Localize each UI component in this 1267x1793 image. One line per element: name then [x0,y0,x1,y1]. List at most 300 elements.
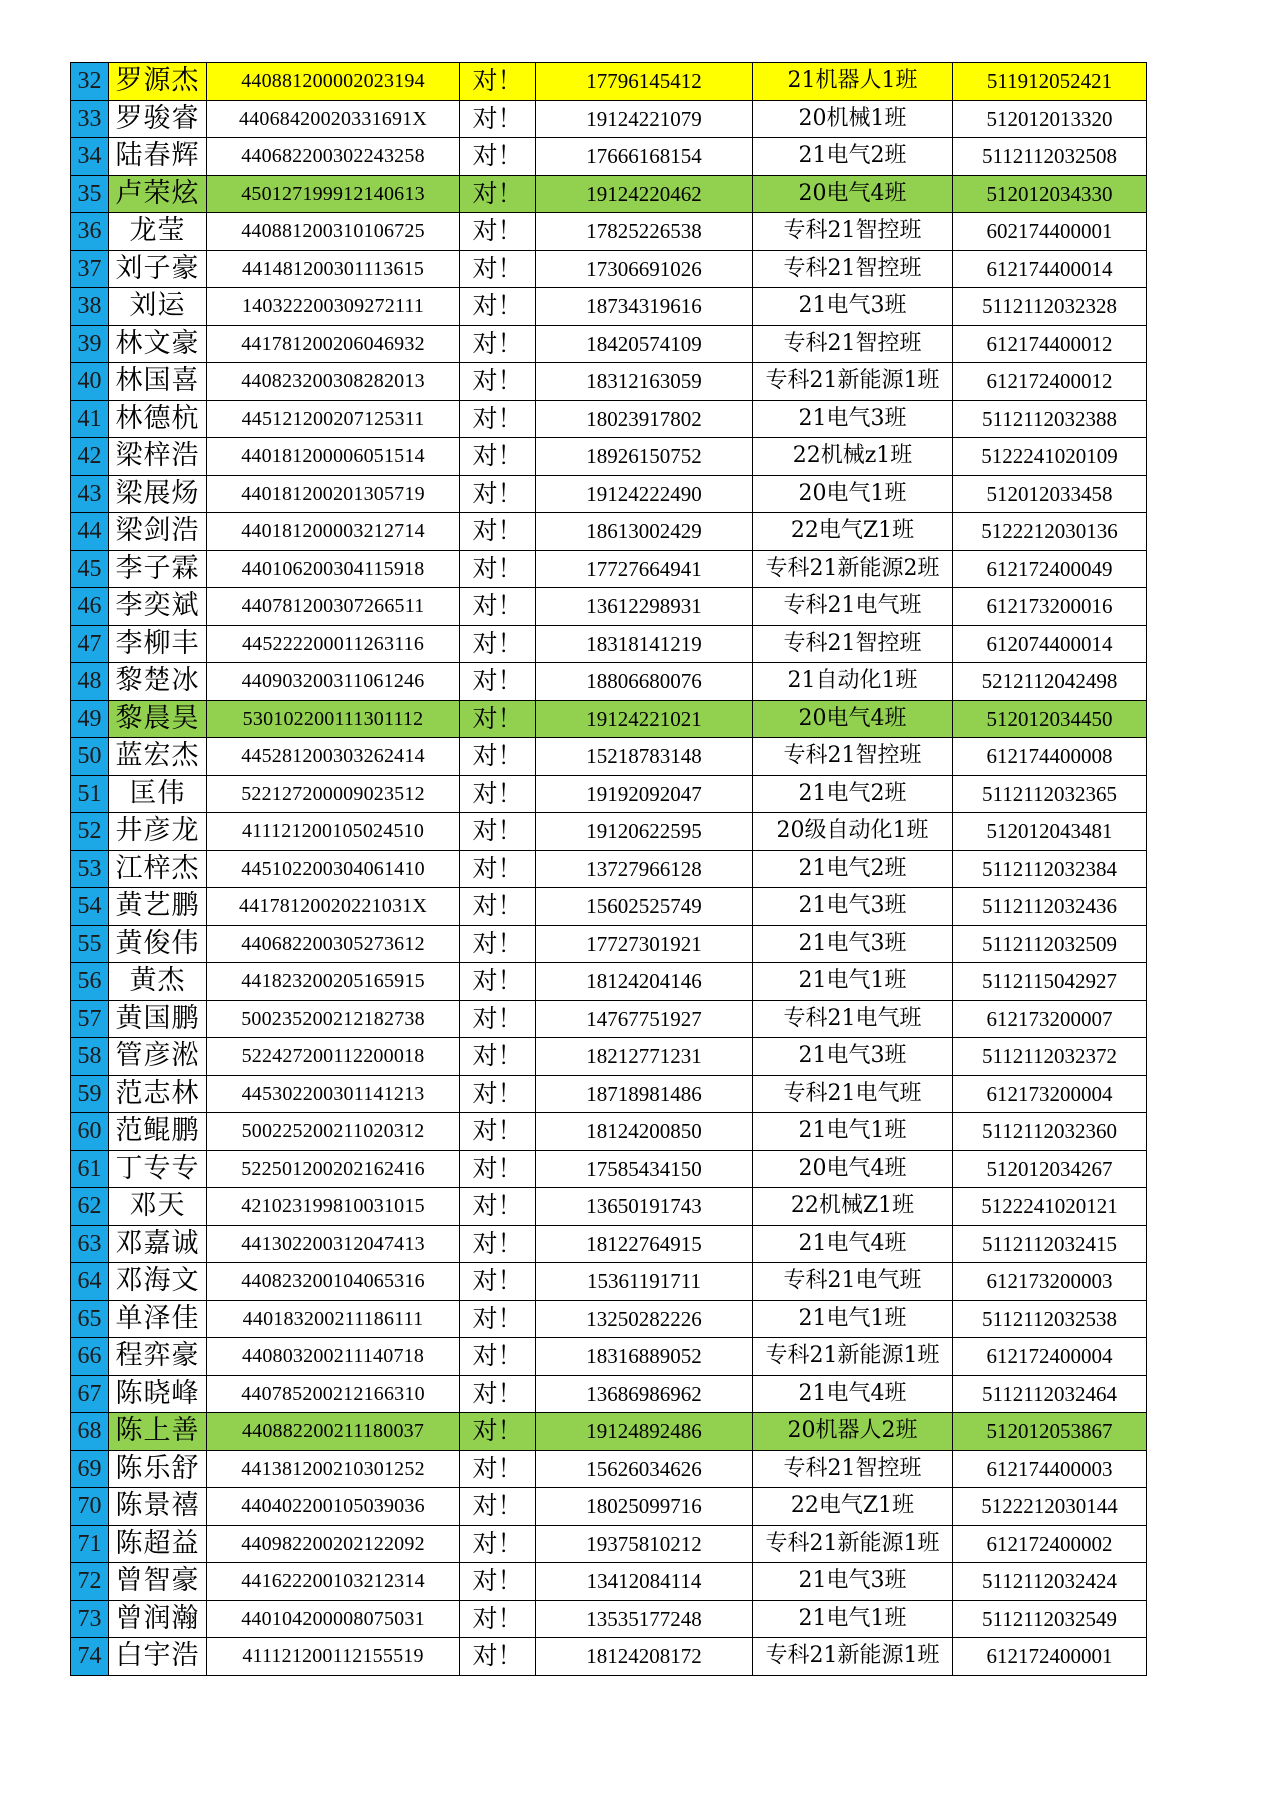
student-id-cell: 5112112032509 [953,925,1147,963]
table-row [71,1300,1147,1338]
student-name-cell: 邓嘉诚 [109,1225,207,1263]
row-number-cell: 36 [71,213,109,251]
phone-cell: 19192092047 [536,775,753,813]
verified-mark-cell: 对！ [460,213,536,251]
id-number-cell: 441381200210301252 [207,1450,460,1488]
student-id-cell: 5112112032508 [953,138,1147,176]
student-name-cell: 管彦淞 [109,1038,207,1076]
id-number-cell: 440106200304115918 [207,550,460,588]
table-row [71,1525,1147,1563]
phone-cell: 18124208172 [536,1638,753,1676]
phone-cell: 19120622595 [536,813,753,851]
student-name-cell: 陈超益 [109,1525,207,1563]
student-roster-table [70,62,1147,1676]
student-id-cell: 612174400014 [953,250,1147,288]
student-id-cell: 5122241020109 [953,438,1147,476]
id-number-cell: 440181200003212714 [207,513,460,551]
table-row [71,663,1147,701]
verified-mark-cell: 对！ [460,588,536,626]
row-number-cell: 44 [71,513,109,551]
table-row [71,738,1147,776]
row-number-cell: 53 [71,850,109,888]
student-id-cell: 5112112032365 [953,775,1147,813]
verified-mark-cell: 对！ [460,363,536,401]
phone-cell: 18212771231 [536,1038,753,1076]
class-cell: 专科21电气班 [753,1075,953,1113]
phone-cell: 13612298931 [536,588,753,626]
verified-mark-cell: 对！ [460,475,536,513]
student-name-cell: 李奕斌 [109,588,207,626]
student-id-cell: 5112112032538 [953,1300,1147,1338]
verified-mark-cell: 对！ [460,1338,536,1376]
student-name-cell: 梁剑浩 [109,513,207,551]
class-cell: 20机器人2班 [753,1413,953,1451]
class-cell: 21电气3班 [753,925,953,963]
class-cell: 专科21新能源1班 [753,363,953,401]
row-number-cell: 45 [71,550,109,588]
row-number-cell: 49 [71,700,109,738]
phone-cell: 19124220462 [536,175,753,213]
phone-cell: 18926150752 [536,438,753,476]
id-number-cell: 530102200111301112 [207,700,460,738]
student-name-cell: 陈景禧 [109,1488,207,1526]
table-row [71,1563,1147,1601]
table-row [71,850,1147,888]
table-row [71,138,1147,176]
student-name-cell: 曾智豪 [109,1563,207,1601]
student-id-cell: 5212112042498 [953,663,1147,701]
id-number-cell: 522501200202162416 [207,1150,460,1188]
verified-mark-cell: 对！ [460,1000,536,1038]
class-cell: 21电气1班 [753,1300,953,1338]
row-number-cell: 68 [71,1413,109,1451]
row-number-cell: 48 [71,663,109,701]
id-number-cell: 445281200303262414 [207,738,460,776]
id-number-cell: 440881200310106725 [207,213,460,251]
phone-cell: 13412084114 [536,1563,753,1601]
phone-cell: 14767751927 [536,1000,753,1038]
verified-mark-cell: 对！ [460,1188,536,1226]
student-name-cell: 陈乐舒 [109,1450,207,1488]
student-id-cell: 612174400012 [953,325,1147,363]
row-number-cell: 63 [71,1225,109,1263]
phone-cell: 18025099716 [536,1488,753,1526]
student-name-cell: 黄艺鹏 [109,888,207,926]
id-number-cell: 440803200211140718 [207,1338,460,1376]
student-name-cell: 单泽佳 [109,1300,207,1338]
student-id-cell: 612173200004 [953,1075,1147,1113]
student-name-cell: 程弈豪 [109,1338,207,1376]
class-cell: 21电气1班 [753,1113,953,1151]
table-row [71,1150,1147,1188]
class-cell: 21电气2班 [753,138,953,176]
table-row [71,1038,1147,1076]
student-id-cell: 5112112032549 [953,1600,1147,1638]
row-number-cell: 57 [71,1000,109,1038]
student-id-cell: 512012013320 [953,100,1147,138]
student-name-cell: 龙莹 [109,213,207,251]
student-id-cell: 612174400003 [953,1450,1147,1488]
class-cell: 21电气3班 [753,888,953,926]
phone-cell: 19124221079 [536,100,753,138]
student-id-cell: 512012034450 [953,700,1147,738]
id-number-cell: 411121200112155519 [207,1638,460,1676]
table-row [71,325,1147,363]
row-number-cell: 64 [71,1263,109,1301]
table-row [71,100,1147,138]
id-number-cell: 421023199810031015 [207,1188,460,1226]
verified-mark-cell: 对！ [460,663,536,701]
student-name-cell: 黎晨昊 [109,700,207,738]
class-cell: 专科21智控班 [753,250,953,288]
table-row [71,963,1147,1001]
table-row [71,363,1147,401]
table-row [71,400,1147,438]
id-number-cell: 450127199912140613 [207,175,460,213]
table-row [71,438,1147,476]
row-number-cell: 32 [71,63,109,101]
verified-mark-cell: 对！ [460,438,536,476]
row-number-cell: 33 [71,100,109,138]
class-cell: 专科21新能源1班 [753,1525,953,1563]
student-name-cell: 罗骏睿 [109,100,207,138]
student-name-cell: 刘运 [109,288,207,326]
id-number-cell: 445121200207125311 [207,400,460,438]
student-name-cell: 卢荣炫 [109,175,207,213]
student-id-cell: 5122212030144 [953,1488,1147,1526]
verified-mark-cell: 对！ [460,100,536,138]
student-id-cell: 5112112032328 [953,288,1147,326]
row-number-cell: 55 [71,925,109,963]
id-number-cell: 411121200105024510 [207,813,460,851]
class-cell: 20电气4班 [753,700,953,738]
student-name-cell: 梁展炀 [109,475,207,513]
student-name-cell: 井彦龙 [109,813,207,851]
phone-cell: 17666168154 [536,138,753,176]
row-number-cell: 51 [71,775,109,813]
row-number-cell: 73 [71,1600,109,1638]
class-cell: 21电气4班 [753,1225,953,1263]
class-cell: 21电气2班 [753,850,953,888]
verified-mark-cell: 对！ [460,888,536,926]
verified-mark-cell: 对！ [460,250,536,288]
class-cell: 21电气2班 [753,775,953,813]
class-cell: 22机械z1班 [753,438,953,476]
class-cell: 专科21电气班 [753,1000,953,1038]
phone-cell: 18124200850 [536,1113,753,1151]
student-id-cell: 5112112032388 [953,400,1147,438]
verified-mark-cell: 对！ [460,1038,536,1076]
table-row [71,475,1147,513]
phone-cell: 17727664941 [536,550,753,588]
id-number-cell: 441481200301113615 [207,250,460,288]
student-id-cell: 612074400014 [953,625,1147,663]
verified-mark-cell: 对！ [460,738,536,776]
row-number-cell: 72 [71,1563,109,1601]
student-name-cell: 匡伟 [109,775,207,813]
student-name-cell: 黄国鹏 [109,1000,207,1038]
verified-mark-cell: 对！ [460,1263,536,1301]
student-id-cell: 612172400012 [953,363,1147,401]
table-row [71,588,1147,626]
table-row [71,813,1147,851]
verified-mark-cell: 对！ [460,1113,536,1151]
table-row [71,63,1147,101]
row-number-cell: 60 [71,1113,109,1151]
table-row [71,1488,1147,1526]
verified-mark-cell: 对！ [460,1413,536,1451]
phone-cell: 18122764915 [536,1225,753,1263]
table-row [71,250,1147,288]
id-number-cell: 440823200308282013 [207,363,460,401]
class-cell: 22电气Z1班 [753,1488,953,1526]
class-cell: 21自动化1班 [753,663,953,701]
row-number-cell: 43 [71,475,109,513]
class-cell: 专科21智控班 [753,213,953,251]
row-number-cell: 62 [71,1188,109,1226]
table-row [71,213,1147,251]
phone-cell: 17825226538 [536,213,753,251]
id-number-cell: 440104200008075031 [207,1600,460,1638]
student-id-cell: 5112112032415 [953,1225,1147,1263]
student-name-cell: 黄俊伟 [109,925,207,963]
id-number-cell: 522127200009023512 [207,775,460,813]
roster-body [71,63,1147,1676]
phone-cell: 15361191711 [536,1263,753,1301]
class-cell: 专科21新能源1班 [753,1338,953,1376]
table-row [71,1000,1147,1038]
phone-cell: 18420574109 [536,325,753,363]
verified-mark-cell: 对！ [460,963,536,1001]
verified-mark-cell: 对！ [460,850,536,888]
id-number-cell: 440402200105039036 [207,1488,460,1526]
table-row [71,775,1147,813]
row-number-cell: 71 [71,1525,109,1563]
row-number-cell: 59 [71,1075,109,1113]
phone-cell: 18318141219 [536,625,753,663]
phone-cell: 15626034626 [536,1450,753,1488]
row-number-cell: 67 [71,1375,109,1413]
row-number-cell: 70 [71,1488,109,1526]
verified-mark-cell: 对！ [460,288,536,326]
verified-mark-cell: 对！ [460,1375,536,1413]
student-name-cell: 林德杭 [109,400,207,438]
class-cell: 专科21智控班 [753,625,953,663]
student-id-cell: 612173200007 [953,1000,1147,1038]
verified-mark-cell: 对！ [460,1225,536,1263]
phone-cell: 15602525749 [536,888,753,926]
phone-cell: 17306691026 [536,250,753,288]
row-number-cell: 39 [71,325,109,363]
class-cell: 专科21智控班 [753,325,953,363]
student-id-cell: 612172400001 [953,1638,1147,1676]
row-number-cell: 61 [71,1150,109,1188]
row-number-cell: 35 [71,175,109,213]
phone-cell: 17585434150 [536,1150,753,1188]
id-number-cell: 441823200205165915 [207,963,460,1001]
student-name-cell: 丁专专 [109,1150,207,1188]
student-name-cell: 陆春辉 [109,138,207,176]
row-number-cell: 58 [71,1038,109,1076]
row-number-cell: 46 [71,588,109,626]
table-row [71,1263,1147,1301]
id-number-cell: 500225200211020312 [207,1113,460,1151]
verified-mark-cell: 对！ [460,925,536,963]
class-cell: 20电气1班 [753,475,953,513]
class-cell: 专科21电气班 [753,588,953,626]
student-name-cell: 江梓杰 [109,850,207,888]
student-id-cell: 512012053867 [953,1413,1147,1451]
student-name-cell: 刘子豪 [109,250,207,288]
id-number-cell: 441302200312047413 [207,1225,460,1263]
id-number-cell: 44068420020331691X [207,100,460,138]
verified-mark-cell: 对！ [460,700,536,738]
row-number-cell: 38 [71,288,109,326]
phone-cell: 18023917802 [536,400,753,438]
class-cell: 专科21新能源1班 [753,1638,953,1676]
row-number-cell: 50 [71,738,109,776]
class-cell: 21机器人1班 [753,63,953,101]
id-number-cell: 440682200302243258 [207,138,460,176]
verified-mark-cell: 对！ [460,325,536,363]
student-name-cell: 林文豪 [109,325,207,363]
student-id-cell: 512012034267 [953,1150,1147,1188]
phone-cell: 18806680076 [536,663,753,701]
id-number-cell: 440823200104065316 [207,1263,460,1301]
verified-mark-cell: 对！ [460,400,536,438]
class-cell: 专科21电气班 [753,1263,953,1301]
table-row [71,925,1147,963]
phone-cell: 18734319616 [536,288,753,326]
verified-mark-cell: 对！ [460,1488,536,1526]
student-name-cell: 蓝宏杰 [109,738,207,776]
row-number-cell: 74 [71,1638,109,1676]
phone-cell: 13727966128 [536,850,753,888]
student-id-cell: 5122212030136 [953,513,1147,551]
student-name-cell: 白宇浩 [109,1638,207,1676]
class-cell: 20电气4班 [753,1150,953,1188]
class-cell: 21电气1班 [753,1600,953,1638]
verified-mark-cell: 对！ [460,1150,536,1188]
id-number-cell: 44178120020221031X [207,888,460,926]
verified-mark-cell: 对！ [460,1563,536,1601]
verified-mark-cell: 对！ [460,1525,536,1563]
student-name-cell: 罗源杰 [109,63,207,101]
table-row [71,288,1147,326]
phone-cell: 18312163059 [536,363,753,401]
class-cell: 21电气4班 [753,1375,953,1413]
phone-cell: 17727301921 [536,925,753,963]
class-cell: 20电气4班 [753,175,953,213]
id-number-cell: 440785200212166310 [207,1375,460,1413]
class-cell: 21电气3班 [753,400,953,438]
student-id-cell: 512012043481 [953,813,1147,851]
phone-cell: 13650191743 [536,1188,753,1226]
student-id-cell: 511912052421 [953,63,1147,101]
id-number-cell: 440882200211180037 [207,1413,460,1451]
student-id-cell: 5112112032384 [953,850,1147,888]
student-name-cell: 梁梓浩 [109,438,207,476]
verified-mark-cell: 对！ [460,625,536,663]
student-id-cell: 612173200016 [953,588,1147,626]
student-name-cell: 范志林 [109,1075,207,1113]
table-row [71,1113,1147,1151]
student-name-cell: 陈晓峰 [109,1375,207,1413]
id-number-cell: 140322200309272111 [207,288,460,326]
student-id-cell: 602174400001 [953,213,1147,251]
phone-cell: 18718981486 [536,1075,753,1113]
id-number-cell: 522427200112200018 [207,1038,460,1076]
student-name-cell: 曾润瀚 [109,1600,207,1638]
id-number-cell: 445222200011263116 [207,625,460,663]
phone-cell: 18316889052 [536,1338,753,1376]
verified-mark-cell: 对！ [460,1638,536,1676]
id-number-cell: 440903200311061246 [207,663,460,701]
verified-mark-cell: 对！ [460,775,536,813]
student-name-cell: 邓天 [109,1188,207,1226]
student-name-cell: 李子霖 [109,550,207,588]
class-cell: 21电气3班 [753,1038,953,1076]
student-name-cell: 林国喜 [109,363,207,401]
class-cell: 22电气Z1班 [753,513,953,551]
id-number-cell: 500235200212182738 [207,1000,460,1038]
class-cell: 20级自动化1班 [753,813,953,851]
class-cell: 20机械1班 [753,100,953,138]
phone-cell: 19124221021 [536,700,753,738]
verified-mark-cell: 对！ [460,1450,536,1488]
table-row [71,700,1147,738]
class-cell: 21电气1班 [753,963,953,1001]
verified-mark-cell: 对！ [460,138,536,176]
id-number-cell: 440881200002023194 [207,63,460,101]
id-number-cell: 441781200206046932 [207,325,460,363]
table-row [71,1225,1147,1263]
table-row [71,1450,1147,1488]
table-row [71,550,1147,588]
verified-mark-cell: 对！ [460,1300,536,1338]
student-id-cell: 5122241020121 [953,1188,1147,1226]
phone-cell: 18124204146 [536,963,753,1001]
phone-cell: 19375810212 [536,1525,753,1563]
table-row [71,513,1147,551]
student-id-cell: 612173200003 [953,1263,1147,1301]
student-id-cell: 5112112032424 [953,1563,1147,1601]
table-row [71,175,1147,213]
table-row [71,888,1147,926]
id-number-cell: 440181200006051514 [207,438,460,476]
class-cell: 22机械Z1班 [753,1188,953,1226]
verified-mark-cell: 对！ [460,513,536,551]
phone-cell: 13535177248 [536,1600,753,1638]
row-number-cell: 40 [71,363,109,401]
student-id-cell: 5112112032464 [953,1375,1147,1413]
class-cell: 专科21新能源2班 [753,550,953,588]
student-id-cell: 5112115042927 [953,963,1147,1001]
student-name-cell: 邓海文 [109,1263,207,1301]
student-id-cell: 612172400049 [953,550,1147,588]
id-number-cell: 440181200201305719 [207,475,460,513]
verified-mark-cell: 对！ [460,550,536,588]
row-number-cell: 65 [71,1300,109,1338]
phone-cell: 19124222490 [536,475,753,513]
student-id-cell: 612174400008 [953,738,1147,776]
table-row [71,1375,1147,1413]
row-number-cell: 37 [71,250,109,288]
row-number-cell: 66 [71,1338,109,1376]
phone-cell: 15218783148 [536,738,753,776]
row-number-cell: 42 [71,438,109,476]
phone-cell: 18613002429 [536,513,753,551]
